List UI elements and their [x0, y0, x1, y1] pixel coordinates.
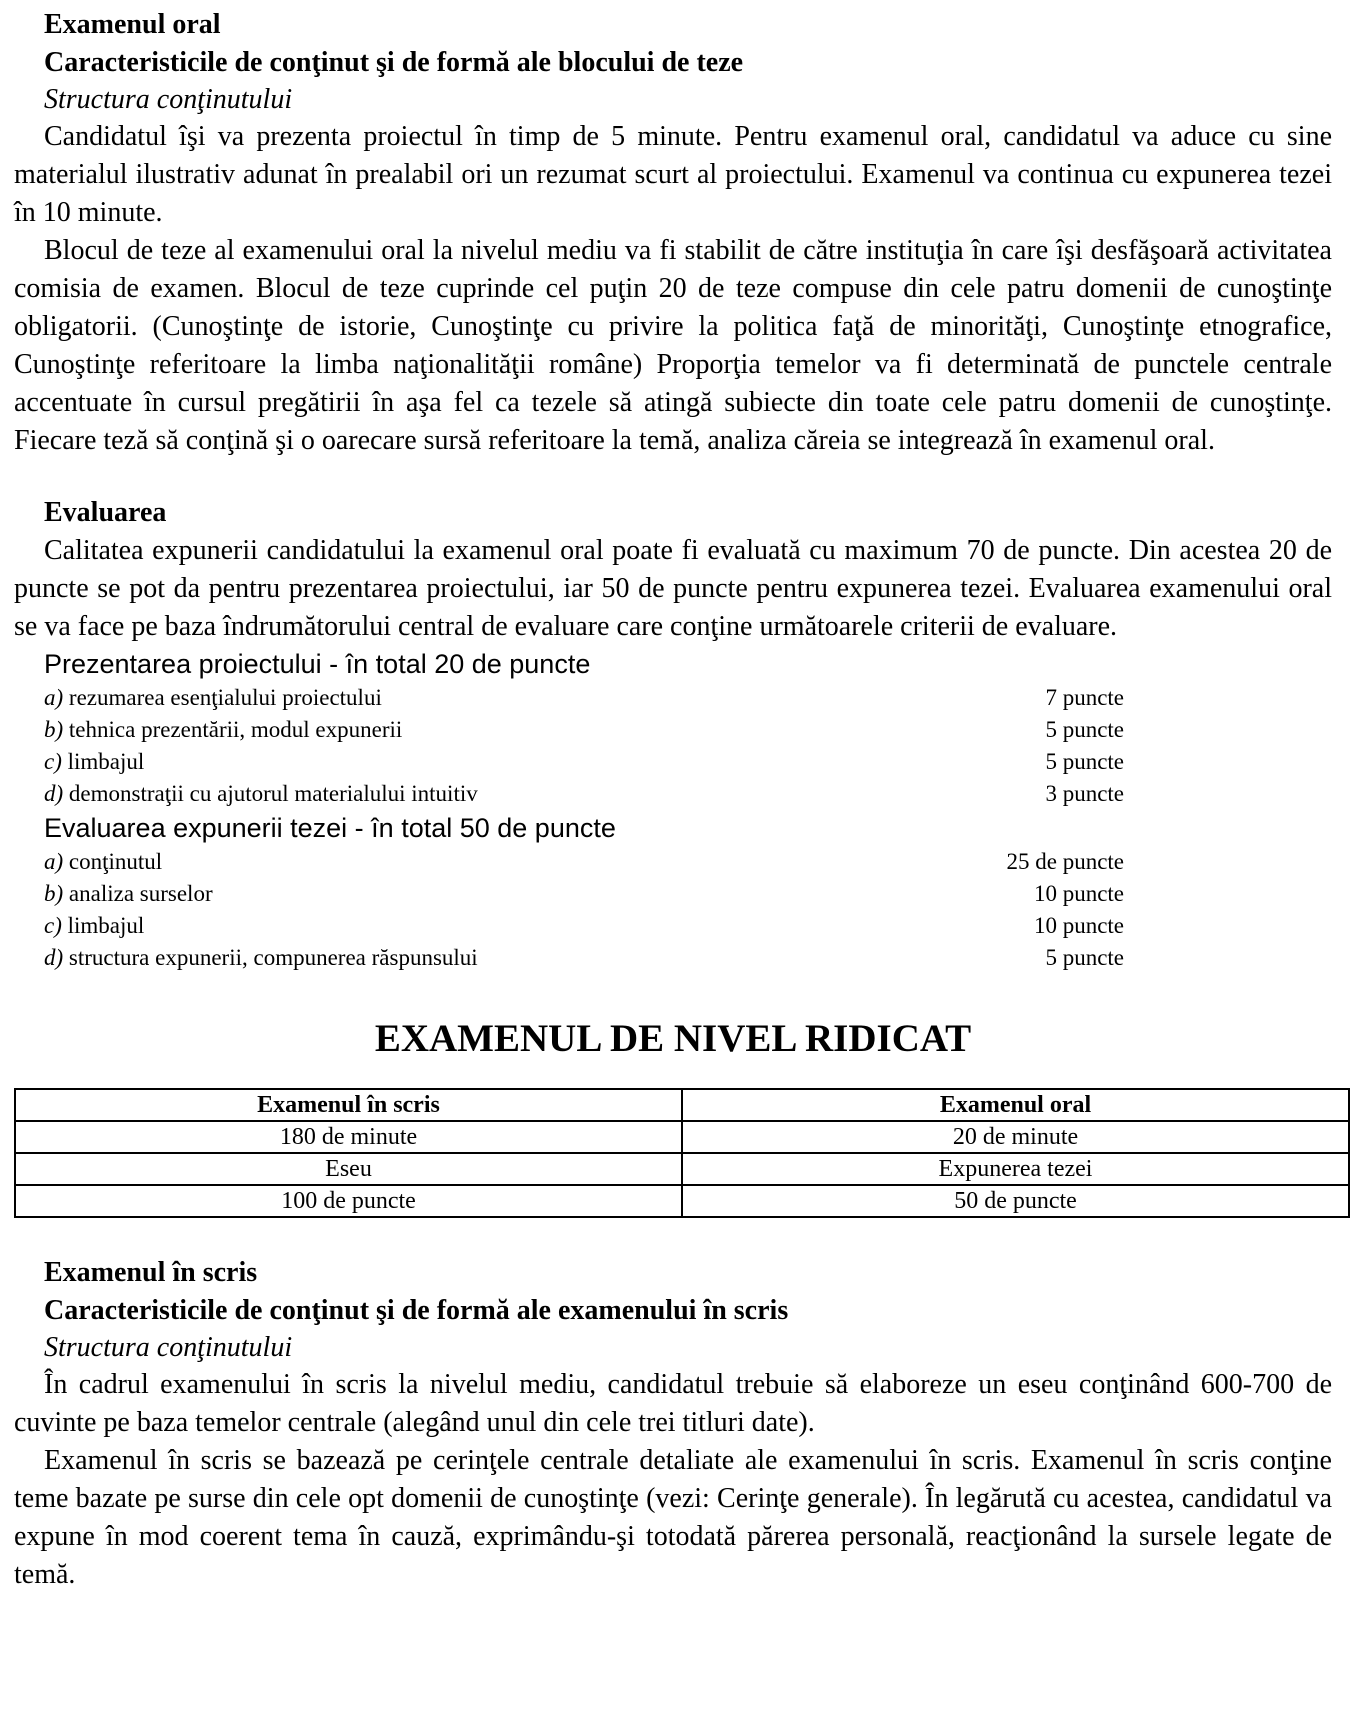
- criteria-text: tehnica prezentării, modul expunerii: [63, 717, 403, 742]
- criteria-row: [14, 714, 1124, 746]
- table-cell: Eseu: [15, 1153, 682, 1185]
- criteria-letter: a): [44, 685, 64, 710]
- criteria-letter: c): [44, 913, 62, 938]
- written-exam-heading: Examenul în scris: [44, 1257, 258, 1288]
- project-criteria-list: [14, 682, 1332, 810]
- criteria-text: analiza surselor: [63, 881, 213, 906]
- criteria-row: [14, 942, 1124, 974]
- criteria-text: limbajul: [61, 913, 145, 938]
- table-cell: 100 de puncte: [15, 1185, 682, 1217]
- criteria-row: [14, 778, 1124, 810]
- criteria-text: conţinutul: [63, 849, 163, 874]
- written-paragraph-1: În cadrul examenului în scris la nivelul mediu, candidatul trebuie să elaboreze un eseu conţinând 600-700 de cuvinte pe baza temelor centrale (alegând unul din cele trei titluri date).: [14, 1369, 1332, 1438]
- oral-paragraph-2: Blocul de teze al examenului oral la nivelul mediu va fi stabilit de către instituţia în care îşi desfăşoară activitatea comisia de examen. Blocul de teze cuprinde cel puţin 20 de teze compuse din cele patru domenii de cunoştinţe obligatorii. (Cunoştinţe de istorie, Cunoştinţe cu privire la politica faţă de minorităţi, Cunoştinţe etnografice, Cunoştinţe referitoare la limba naţionalităţii române) Proporţia temelor va fi determinată de punctele centrale accentuate în cursul pregătirii în aşa fel ca tezele să atingă subiecte din toate cele patru domenii de cunoştinţe. Fiecare teză să conţină şi o oarecare sursă referitoare la temă, analiza căreia se integrează în examenul oral.: [14, 235, 1332, 456]
- exam-summary-table: [14, 1088, 1350, 1218]
- criteria-text: limbajul: [61, 749, 145, 774]
- criteria-points: 10 puncte: [1033, 913, 1124, 938]
- criteria-row: [14, 746, 1124, 778]
- table-header-row: [15, 1089, 1349, 1121]
- project-criteria-title: Prezentarea proiectului - în total 20 de puncte: [44, 649, 591, 679]
- table-row: [15, 1153, 1349, 1185]
- table-cell: Expunerea tezei: [682, 1153, 1349, 1185]
- criteria-points: 10 puncte: [1033, 881, 1124, 906]
- criteria-points: 25 de puncte: [1006, 849, 1124, 874]
- criteria-row: [14, 682, 1124, 714]
- criteria-row: [14, 878, 1124, 910]
- thesis-criteria-title: Evaluarea expunerii tezei - în total 50 de puncte: [44, 813, 616, 843]
- criteria-letter: b): [44, 881, 64, 906]
- table-header-cell: Examenul oral: [682, 1089, 1349, 1121]
- criteria-letter: c): [44, 749, 62, 774]
- criteria-row: [14, 910, 1124, 942]
- criteria-points: 5 puncte: [1045, 749, 1124, 774]
- criteria-letter: d): [44, 945, 64, 970]
- advanced-level-title: EXAMENUL DE NIVEL RIDICAT: [374, 1017, 972, 1060]
- oral-exam-subheading: Caracteristicile de conţinut şi de formă ale blocului de teze: [44, 47, 744, 78]
- criteria-points: 5 puncte: [1045, 945, 1124, 970]
- criteria-points: 5 puncte: [1045, 717, 1124, 742]
- criteria-text: structura expunerii, compunerea răspunsului: [63, 945, 478, 970]
- table-row: [15, 1185, 1349, 1217]
- evaluation-paragraph: Calitatea expunerii candidatului la examenul oral poate fi evaluată cu maximum 70 de puncte. Din acestea 20 de puncte se pot da pentru prezentarea proiectului, iar 50 de puncte pentru expunerea tezei. Evaluarea examenului oral se va face pe baza îndrumătorului central de evaluare care conţine următoarele criterii de evaluare.: [14, 535, 1332, 642]
- criteria-letter: a): [44, 849, 64, 874]
- criteria-text: rezumarea esenţialului proiectului: [63, 685, 382, 710]
- criteria-row: [14, 846, 1124, 878]
- evaluation-heading: Evaluarea: [44, 497, 167, 528]
- document-page: [14, 6, 1332, 1594]
- criteria-text: demonstraţii cu ajutorul materialului intuitiv: [63, 781, 478, 806]
- oral-structure-label: Structura conţinutului: [44, 84, 293, 115]
- written-structure-label: Structura conţinutului: [44, 1332, 293, 1363]
- thesis-criteria-list: [14, 846, 1332, 974]
- criteria-letter: d): [44, 781, 64, 806]
- criteria-letter: b): [44, 717, 64, 742]
- oral-exam-heading: Examenul oral: [44, 9, 221, 40]
- table-cell: 180 de minute: [15, 1121, 682, 1153]
- table-header-cell: Examenul în scris: [15, 1089, 682, 1121]
- criteria-points: 7 puncte: [1045, 685, 1124, 710]
- table-cell: 20 de minute: [682, 1121, 1349, 1153]
- oral-paragraph-1: Candidatul îşi va prezenta proiectul în timp de 5 minute. Pentru examenul oral, candidatul va aduce cu sine materialul ilustrativ adunat în prealabil ori un rezumat scurt al proiectului. Examenul va continua cu expunerea tezei în 10 minute.: [14, 121, 1332, 228]
- written-exam-subheading: Caracteristicile de conţinut şi de formă ale examenului în scris: [44, 1295, 789, 1326]
- table-cell: 50 de puncte: [682, 1185, 1349, 1217]
- criteria-points: 3 puncte: [1045, 781, 1124, 806]
- table-row: [15, 1121, 1349, 1153]
- written-paragraph-2: Examenul în scris se bazează pe cerinţele centrale detaliate ale examenului în scris. Examenul în scris conţine teme bazate pe surse din cele opt domenii de cunoştinţe (vezi: Cerinţe generale). În legărută cu acestea, candidatul va expune în mod coerent tema în cauză, exprimându-şi totodată părerea personală, reacţionând la sursele legate de temă.: [14, 1445, 1332, 1590]
